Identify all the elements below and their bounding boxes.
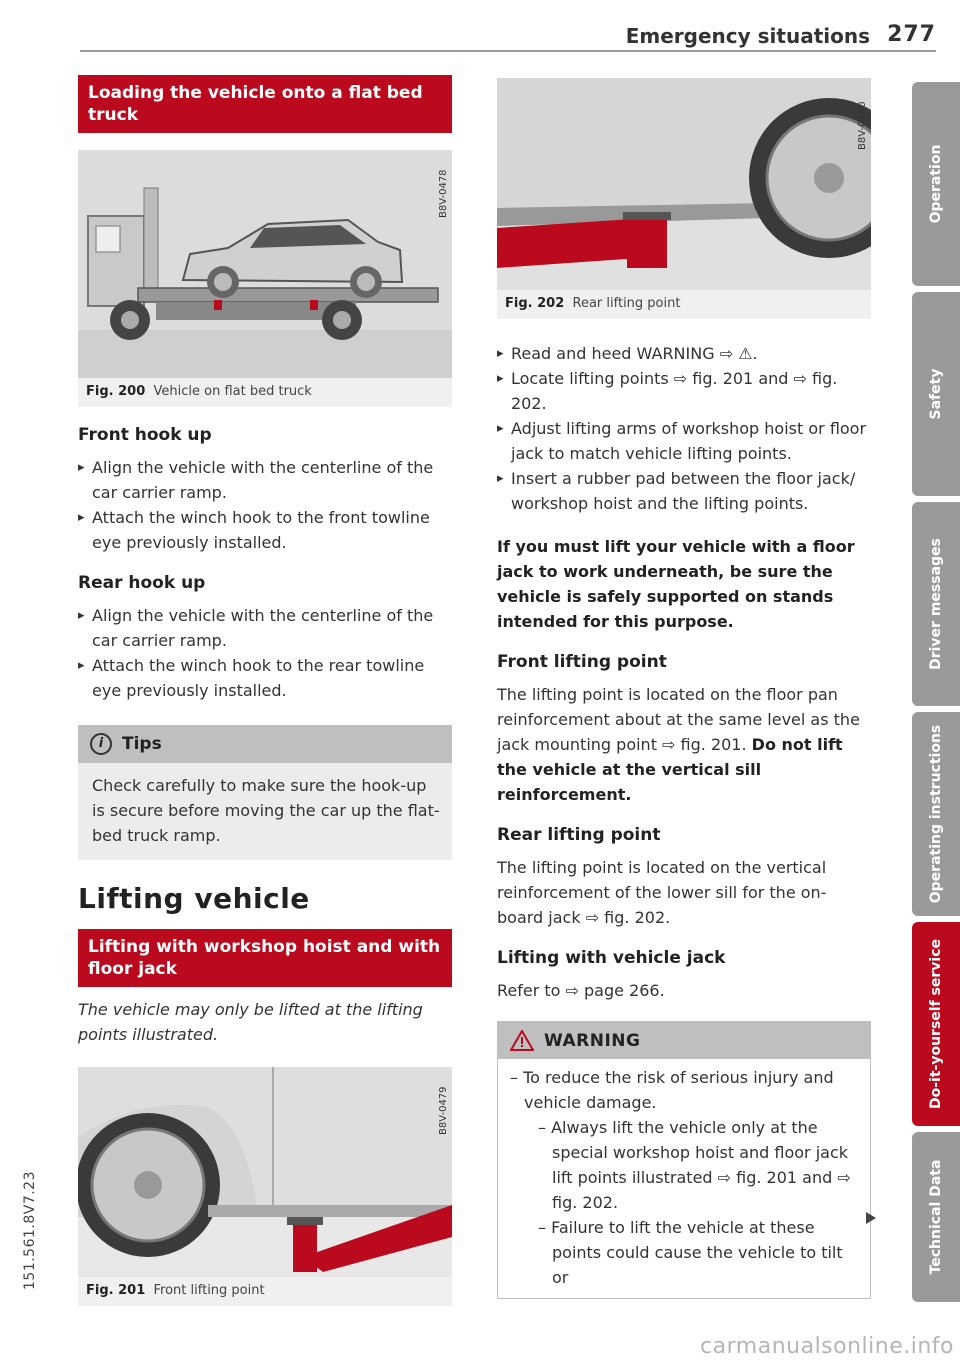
warning-item: – Always lift the vehicle only at the special workshop hoist and floor jack lift points illustrated ⇨ fig. 201 and ⇨ fig. 202. xyxy=(538,1118,851,1212)
list-item: ▸ Attach the winch hook to the front towline eye previously installed. xyxy=(78,505,452,555)
flatbed-truck-illustration xyxy=(78,150,452,378)
tab-safety[interactable]: Safety xyxy=(912,292,960,496)
intro-text: The vehicle may only be lifted at the lifting points illustrated. xyxy=(78,1000,423,1044)
section-tabs xyxy=(912,82,960,1308)
lifting-steps-list xyxy=(497,341,871,516)
warning-box xyxy=(497,1021,871,1299)
chapter-title: Emergency situations xyxy=(625,24,870,48)
front-hook-list xyxy=(78,455,452,555)
warning-item: – To reduce the risk of serious injury and vehicle damage. xyxy=(510,1068,834,1112)
section-title-flatbed: Loading the vehicle onto a flat bed truck xyxy=(78,75,452,133)
warning-header xyxy=(498,1022,870,1059)
figure-code: B8V-0479 xyxy=(438,1086,449,1135)
front-hook-heading: Front hook up xyxy=(78,425,212,445)
tab-technical-data[interactable]: Technical Data xyxy=(912,1132,960,1302)
rear-lifting-point-illustration xyxy=(497,78,871,290)
lifting-vehicle-heading: Lifting vehicle xyxy=(78,882,310,915)
tips-title: Tips xyxy=(122,734,162,754)
warning-text xyxy=(498,1059,870,1298)
figure-201-caption: Fig. 201 Front lifting point xyxy=(78,1277,452,1306)
tips-text: Check carefully to make sure the hook-up is secure before moving the car up the flat-bed truck ramp. xyxy=(92,776,440,845)
vehicle-jack-text: Refer to ⇨ page 266. xyxy=(497,981,665,1000)
figure-202-caption: Fig. 202 Rear lifting point xyxy=(497,290,871,319)
figure-201 xyxy=(78,1067,452,1277)
list-item: ▸ Locate lifting points ⇨ fig. 201 and ⇨ fig. 202. xyxy=(497,366,871,416)
figure-200 xyxy=(78,150,452,378)
tab-operation[interactable]: Operation xyxy=(912,82,960,286)
front-lifting-point-illustration xyxy=(78,1067,452,1277)
list-item: ▸ Read and heed WARNING ⇨ ⚠. xyxy=(497,341,871,366)
vehicle-jack-heading: Lifting with vehicle jack xyxy=(497,948,726,968)
right-column xyxy=(497,75,871,1299)
front-lifting-point-heading: Front lifting point xyxy=(497,652,667,672)
tab-driver-messages[interactable]: Driver messages xyxy=(912,502,960,706)
tab-do-it-yourself-service[interactable]: Do-it-yourself service xyxy=(912,922,960,1126)
rear-hook-list xyxy=(78,603,452,703)
safety-note: If you must lift your vehicle with a floor jack to work underneath, be sure the vehicle is safely supported on stands intended for this purpose. xyxy=(497,537,855,631)
warning-title: WARNING xyxy=(544,1030,641,1051)
warning-item: – Failure to lift the vehicle at these points could cause the vehicle to tilt or xyxy=(538,1218,843,1287)
watermark: carmanualsonline.info xyxy=(700,1334,954,1359)
tips-box xyxy=(78,725,452,860)
list-item: ▸ Align the vehicle with the centerline of the car carrier ramp. xyxy=(78,603,452,653)
figure-code: B8V-0480 xyxy=(857,101,868,150)
info-icon: i xyxy=(90,733,112,755)
figure-code: B8V-0478 xyxy=(438,169,449,218)
figure-202 xyxy=(497,78,871,290)
document-code: 151.561.8V7.23 xyxy=(22,1171,38,1290)
tips-header xyxy=(78,725,452,763)
list-item: ▸ Align the vehicle with the centerline of the car carrier ramp. xyxy=(78,455,452,505)
tab-operating-instructions[interactable]: Operating instructions xyxy=(912,712,960,916)
list-item: ▸ Adjust lifting arms of workshop hoist or floor jack to match vehicle lifting points. xyxy=(497,416,871,466)
page-number: 277 xyxy=(887,22,936,47)
list-item: ▸ Insert a rubber pad between the floor jack/ workshop hoist and the lifting points. xyxy=(497,466,871,516)
left-column xyxy=(78,75,452,1306)
list-item: ▸ Attach the winch hook to the rear towline eye previously installed. xyxy=(78,653,452,703)
warning-triangle-icon xyxy=(510,1030,534,1051)
rear-hook-heading: Rear hook up xyxy=(78,573,206,593)
front-lifting-point-text: The lifting point is located on the floor pan reinforcement about at the same level as the jack mounting point ⇨ fig. 201. Do not lift the vehicle at the vertical sill reinforcement. xyxy=(497,685,860,804)
section-title-lifting: Lifting with workshop hoist and with floor jack xyxy=(78,929,452,987)
page-header xyxy=(80,22,936,52)
rear-lifting-point-heading: Rear lifting point xyxy=(497,825,661,845)
continue-arrow-icon xyxy=(866,1212,876,1224)
figure-200-caption: Fig. 200 Vehicle on flat bed truck xyxy=(78,378,452,407)
rear-lifting-point-text: The lifting point is located on the vertical reinforcement of the lower sill for the on-board jack ⇨ fig. 202. xyxy=(497,858,827,927)
